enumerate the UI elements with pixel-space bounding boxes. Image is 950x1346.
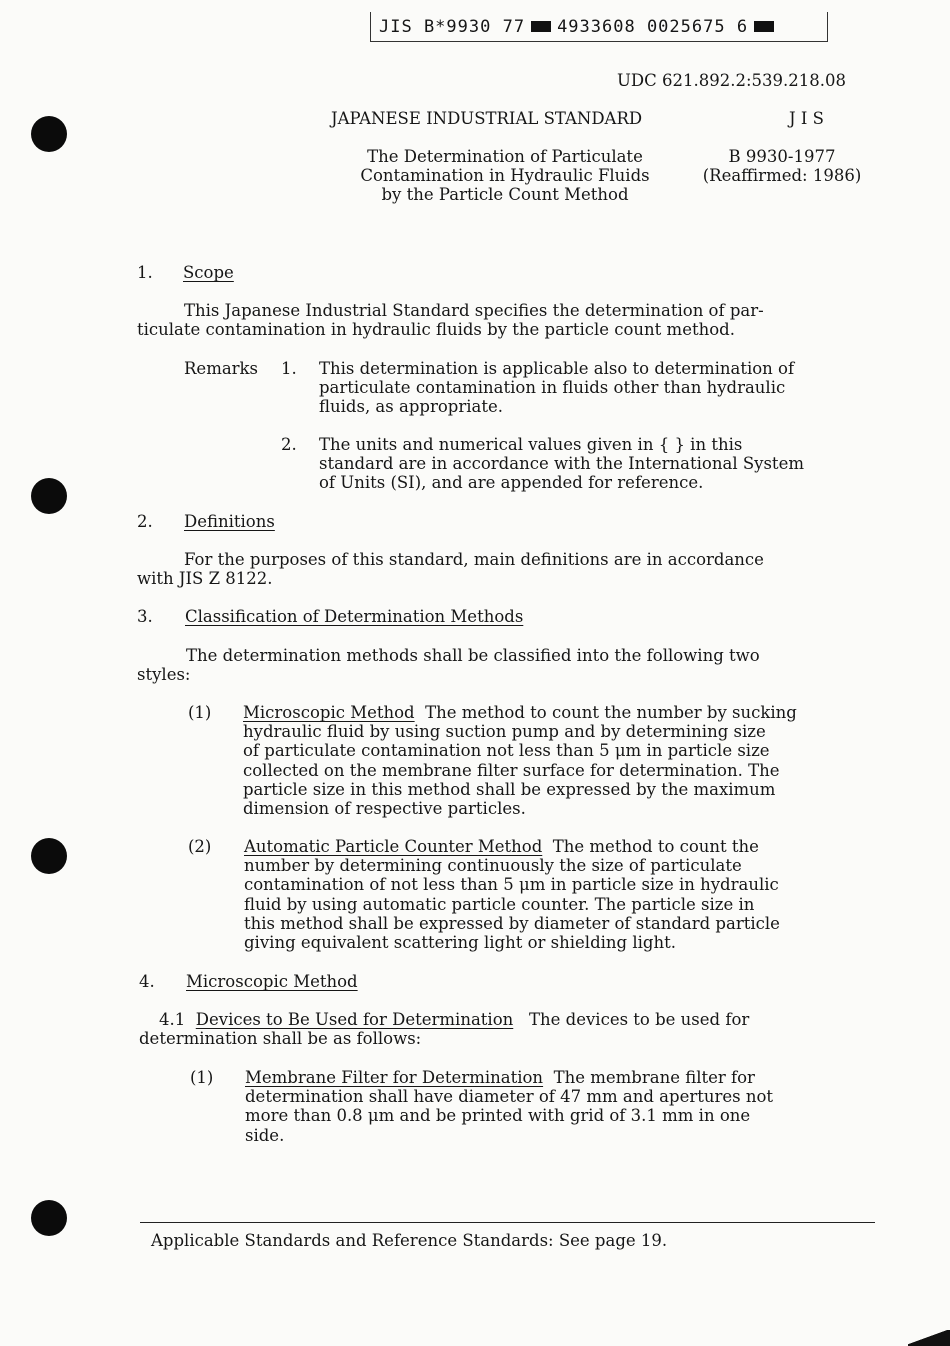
punch-hole xyxy=(31,116,67,152)
text-line: collected on the membrane filter surface for determination. The xyxy=(243,760,780,780)
text-line: standard are in accordance with the International System xyxy=(319,454,804,474)
section-number: 1. xyxy=(137,263,153,282)
item-number: (1) xyxy=(190,1068,214,1087)
section-number: 4. xyxy=(139,972,155,991)
title-line: by the Particle Count Method xyxy=(381,185,629,205)
scan-mark xyxy=(908,1330,950,1346)
redaction-block xyxy=(754,21,774,32)
item-title: Automatic Particle Counter Method xyxy=(244,837,543,856)
item-number: (2) xyxy=(188,837,212,856)
text-line: of particulate contamination not less than 5 μm in particle size xyxy=(243,741,770,761)
jis-mark: J I S xyxy=(789,109,824,128)
automatic-counter-method-item xyxy=(244,837,780,952)
standard-number: B 9930-1977 xyxy=(728,147,836,166)
reaffirmed-date: (Reaffirmed: 1986) xyxy=(702,166,862,186)
text-line: The units and numerical values given in { } in this xyxy=(319,435,743,454)
scope-text xyxy=(137,301,764,339)
text-line: particulate contamination in fluids other than hydraulic xyxy=(319,378,786,398)
text-line: giving equivalent scattering light or shielding light. xyxy=(244,933,676,953)
text-line: contamination of not less than 5 μm in particle size in hydraulic xyxy=(244,875,779,895)
text-line: number by determining continuously the size of particulate xyxy=(244,856,742,876)
text-line: The determination methods shall be classified into the following two xyxy=(186,646,760,665)
item-title: Microscopic Method xyxy=(243,703,415,722)
text-line: This Japanese Industrial Standard specifies the determination of par- xyxy=(184,301,764,320)
document-code-strip xyxy=(370,12,828,42)
punch-hole xyxy=(31,838,67,874)
text-line: dimension of respective particles. xyxy=(243,799,526,819)
microscopic-method-item xyxy=(243,703,797,818)
text-line: fluids, as appropriate. xyxy=(319,397,503,417)
code-part-1: JIS B*9930 77 xyxy=(379,17,526,37)
document-title xyxy=(340,147,670,205)
footer-rule xyxy=(140,1222,875,1223)
item-number: (1) xyxy=(188,703,212,722)
membrane-filter-item xyxy=(245,1068,773,1145)
standard-number-block xyxy=(690,147,874,185)
subsection-4-1 xyxy=(139,1010,749,1048)
section-number: 2. xyxy=(137,512,153,531)
text-line: The membrane filter for xyxy=(553,1068,755,1087)
redaction-block xyxy=(531,21,551,32)
text-line: styles: xyxy=(137,665,191,685)
footer-reference: Applicable Standards and Reference Standards: See page 19. xyxy=(151,1231,668,1250)
text-line: particle size in this method shall be expressed by the maximum xyxy=(243,779,776,799)
text-line: with JIS Z 8122. xyxy=(137,569,273,589)
text-line: ticulate contamination in hydraulic fluids by the particle count method. xyxy=(137,320,735,340)
udc-number: UDC 621.892.2:539.218.08 xyxy=(617,71,847,90)
subsection-heading: Devices to Be Used for Determination xyxy=(195,1010,514,1029)
classification-text xyxy=(137,646,760,684)
section-heading-classification: Classification of Determination Methods xyxy=(185,607,524,626)
subsection-number: 4.1 xyxy=(159,1010,186,1029)
text-line: this method shall be expressed by diameter of standard particle xyxy=(244,913,780,933)
text-line: side. xyxy=(245,1125,285,1145)
text-line: of Units (SI), and are appended for reference. xyxy=(319,473,704,493)
section-number: 3. xyxy=(137,607,153,626)
remarks-label: Remarks xyxy=(184,359,259,378)
section-heading-scope: Scope xyxy=(183,263,234,282)
code-part-2: 4933608 0025675 6 xyxy=(557,17,749,37)
text-line: determination shall have diameter of 47 mm and apertures not xyxy=(245,1087,774,1107)
text-line: The method to count the xyxy=(552,837,759,856)
text-line: fluid by using automatic particle counter. The particle size in xyxy=(244,894,755,914)
section-heading-definitions: Definitions xyxy=(184,512,275,531)
text-line: For the purposes of this standard, main definitions are in accordance xyxy=(184,550,764,569)
standard-organization: JAPANESE INDUSTRIAL STANDARD xyxy=(331,109,643,128)
text-line: hydraulic fluid by using suction pump and by determining size xyxy=(243,722,766,742)
item-title: Membrane Filter for Determination xyxy=(245,1068,544,1087)
remark-number: 1. xyxy=(281,359,297,378)
punch-hole xyxy=(31,478,67,514)
title-line: Contamination in Hydraulic Fluids xyxy=(360,166,650,186)
remark-number: 2. xyxy=(281,435,297,454)
remark-2-text xyxy=(319,435,804,493)
definitions-text xyxy=(137,550,764,588)
title-line: The Determination of Particulate xyxy=(367,147,643,166)
punch-hole xyxy=(31,1200,67,1236)
text-line: The devices to be used for xyxy=(529,1010,750,1029)
text-line: This determination is applicable also to determination of xyxy=(319,359,795,378)
section-heading-microscopic-method: Microscopic Method xyxy=(186,972,358,991)
remark-1-text xyxy=(319,359,794,417)
text-line: The method to count the number by sucking xyxy=(425,703,797,722)
text-line: more than 0.8 μm and be printed with grid of 3.1 mm in one xyxy=(245,1106,751,1126)
text-line: determination shall be as follows: xyxy=(139,1029,422,1049)
